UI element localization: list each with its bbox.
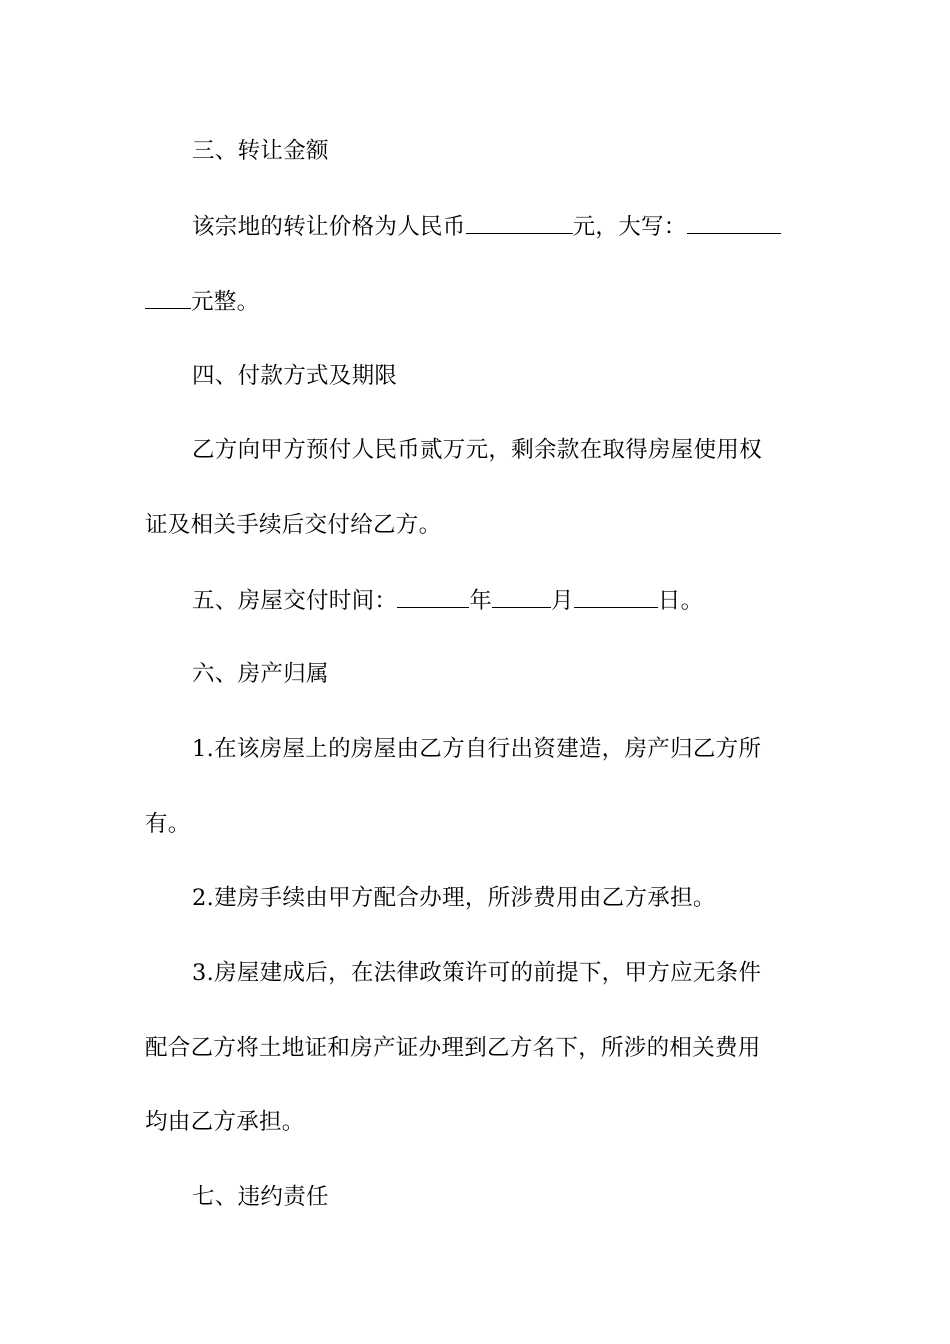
section-6-item-3-line-2: 配合乙方将土地证和房产证办理到乙方名下，所涉的相关费用: [145, 1035, 761, 1061]
price-text: 该宗地的转让价格为人民币: [192, 214, 466, 240]
month-blank[interactable]: [492, 585, 551, 608]
delivery-label: 五、房屋交付时间：: [192, 588, 398, 614]
section-5-delivery-line: [192, 585, 703, 616]
section-6-item-1-line-1: 1.在该房屋上的房屋由乙方自行出资建造，房产归乙方所: [192, 736, 762, 762]
month-label: 月: [551, 588, 574, 614]
section-7-heading: 七、违约责任: [192, 1184, 329, 1210]
section-4-heading: 四、付款方式及期限: [192, 363, 398, 389]
price-capital-blank[interactable]: [687, 211, 781, 234]
section-3-heading: 三、转让金额: [192, 138, 329, 164]
section-3-price-line-2: [145, 286, 259, 317]
year-blank[interactable]: [397, 585, 469, 608]
day-label: 日。: [657, 588, 704, 614]
section-4-paragraph-line-1: 乙方向甲方预付人民币贰万元，剩余款在取得房屋使用权: [192, 437, 763, 463]
day-blank[interactable]: [574, 585, 658, 608]
price-capital-blank-cont[interactable]: [145, 286, 191, 309]
section-6-heading: 六、房产归属: [192, 661, 329, 687]
year-label: 年: [469, 588, 493, 614]
price-end-text: 元整。: [191, 289, 260, 315]
section-6-item-1-line-2: 有。: [145, 811, 191, 837]
section-6-item-3-line-3: 均由乙方承担。: [145, 1109, 305, 1135]
price-number-blank[interactable]: [466, 211, 573, 234]
section-6-item-2: 2.建房手续由甲方配合办理，所涉费用由乙方承担。: [192, 885, 716, 911]
price-capital-text: 元，大写：: [572, 214, 687, 240]
section-4-paragraph-line-2: 证及相关手续后交付给乙方。: [145, 512, 442, 538]
section-3-price-line: [192, 211, 781, 242]
section-6-item-3-line-1: 3.房屋建成后，在法律政策许可的前提下，甲方应无条件: [192, 960, 762, 986]
